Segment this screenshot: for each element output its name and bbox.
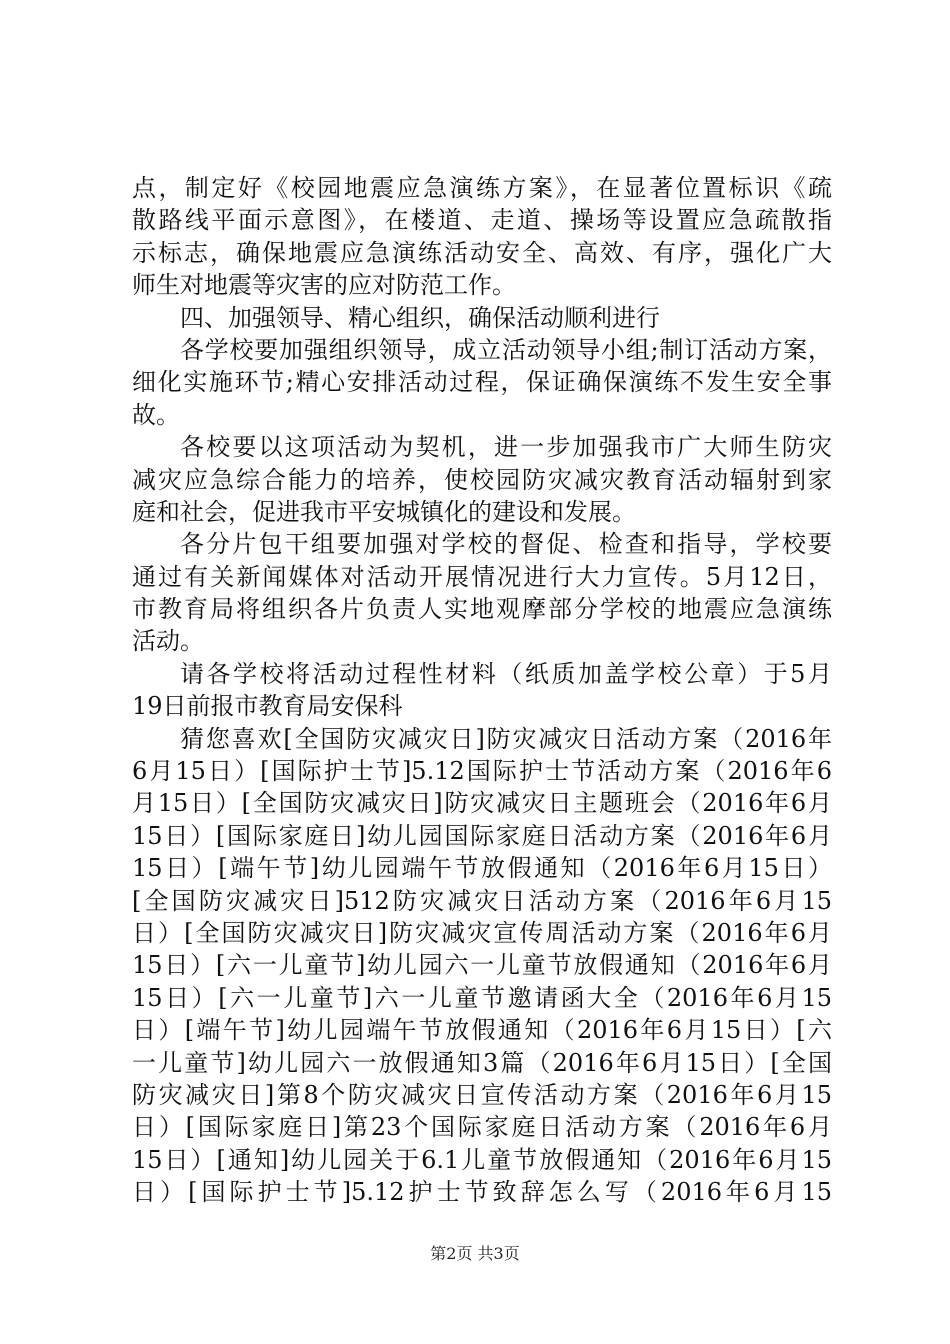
text-line: 师生对地震等灾害的应对防范工作。 bbox=[132, 271, 516, 300]
text-line: 活动。 bbox=[132, 627, 204, 656]
text-line: 15日）[六一儿童节]六一儿童节邀请函大全（2016年6月15 bbox=[132, 983, 832, 1012]
text-line: 日）[国际护士节]5.12护士节致辞怎么写（2016年6月15 bbox=[132, 1178, 832, 1207]
text-line: 故。 bbox=[132, 400, 180, 429]
text-line: 请各学校将活动过程性材料（纸质加盖学校公章）于5月 bbox=[180, 659, 832, 688]
text-line: 日）[国际家庭日]第23个国际家庭日活动方案（2016年6月 bbox=[132, 1113, 832, 1142]
text-line: 月15日）[全国防灾减灾日]防灾减灾日主题班会（2016年6月 bbox=[132, 789, 832, 818]
text-line: 防灾减灾日]第8个防灾减灾日宣传活动方案（2016年6月15 bbox=[132, 1080, 832, 1109]
text-line: 各校要以这项活动为契机，进一步加强我市广大师生防灾 bbox=[180, 433, 832, 462]
text-line: 通过有关新闻媒体对活动开展情况进行大力宣传。5月12日， bbox=[132, 562, 832, 591]
text-line: 15日）[通知]幼儿园关于6.1儿童节放假通知（2016年6月15 bbox=[132, 1145, 832, 1174]
text-line: 日）[全国防灾减灾日]防灾减灾宣传周活动方案（2016年6月 bbox=[132, 918, 832, 947]
text-line: 15日）[六一儿童节]幼儿园六一儿童节放假通知（2016年6月 bbox=[132, 951, 832, 980]
text-line: 一儿童节]幼儿园六一放假通知3篇（2016年6月15日）[全国 bbox=[132, 1048, 832, 1077]
text-line: 减灾应急综合能力的培养，使校园防灾减灾教育活动辐射到家 bbox=[132, 465, 832, 494]
document-body bbox=[132, 172, 832, 1209]
text-line: 各分片包干组要加强对学校的督促、检查和指导，学校要 bbox=[180, 530, 832, 559]
text-line: 19日前报市教育局安保科 bbox=[132, 692, 403, 721]
text-line: 细化实施环节;精心安排活动过程，保证确保演练不发生安全事 bbox=[132, 368, 832, 397]
text-line: 日）[端午节]幼儿园端午节放假通知（2016年6月15日）[六 bbox=[132, 1016, 832, 1045]
text-line: 散路线平面示意图》，在楼道、走道、操场等设置应急疏散指 bbox=[132, 206, 832, 235]
text-line: 6月15日）[国际护士节]5.12国际护士节活动方案（2016年6 bbox=[132, 757, 832, 786]
text-line: 各学校要加强组织领导，成立活动领导小组;制订活动方案， bbox=[180, 335, 832, 364]
text-line: 庭和社会，促进我市平安城镇化的建设和发展。 bbox=[132, 497, 636, 526]
text-line: 猜您喜欢[全国防灾减灾日]防灾减灾日活动方案（2016年 bbox=[180, 724, 832, 753]
text-line: 四、加强领导、精心组织，确保活动顺利进行 bbox=[180, 303, 660, 332]
page-footer: 第2页 共3页 bbox=[430, 1244, 520, 1263]
text-line: 示标志，确保地震应急演练活动安全、高效、有序，强化广大 bbox=[132, 238, 832, 267]
text-line: 15日）[端午节]幼儿园端午节放假通知（2016年6月15日） bbox=[132, 854, 832, 883]
text-line: 点，制定好《校园地震应急演练方案》，在显著位置标识《疏 bbox=[132, 174, 832, 202]
text-line: [全国防灾减灾日]512防灾减灾日活动方案（2016年6月15 bbox=[132, 886, 832, 915]
text-line: 市教育局将组织各片负责人实地观摩部分学校的地震应急演练 bbox=[132, 595, 832, 624]
text-line: 15日）[国际家庭日]幼儿园国际家庭日活动方案（2016年6月 bbox=[132, 821, 832, 850]
